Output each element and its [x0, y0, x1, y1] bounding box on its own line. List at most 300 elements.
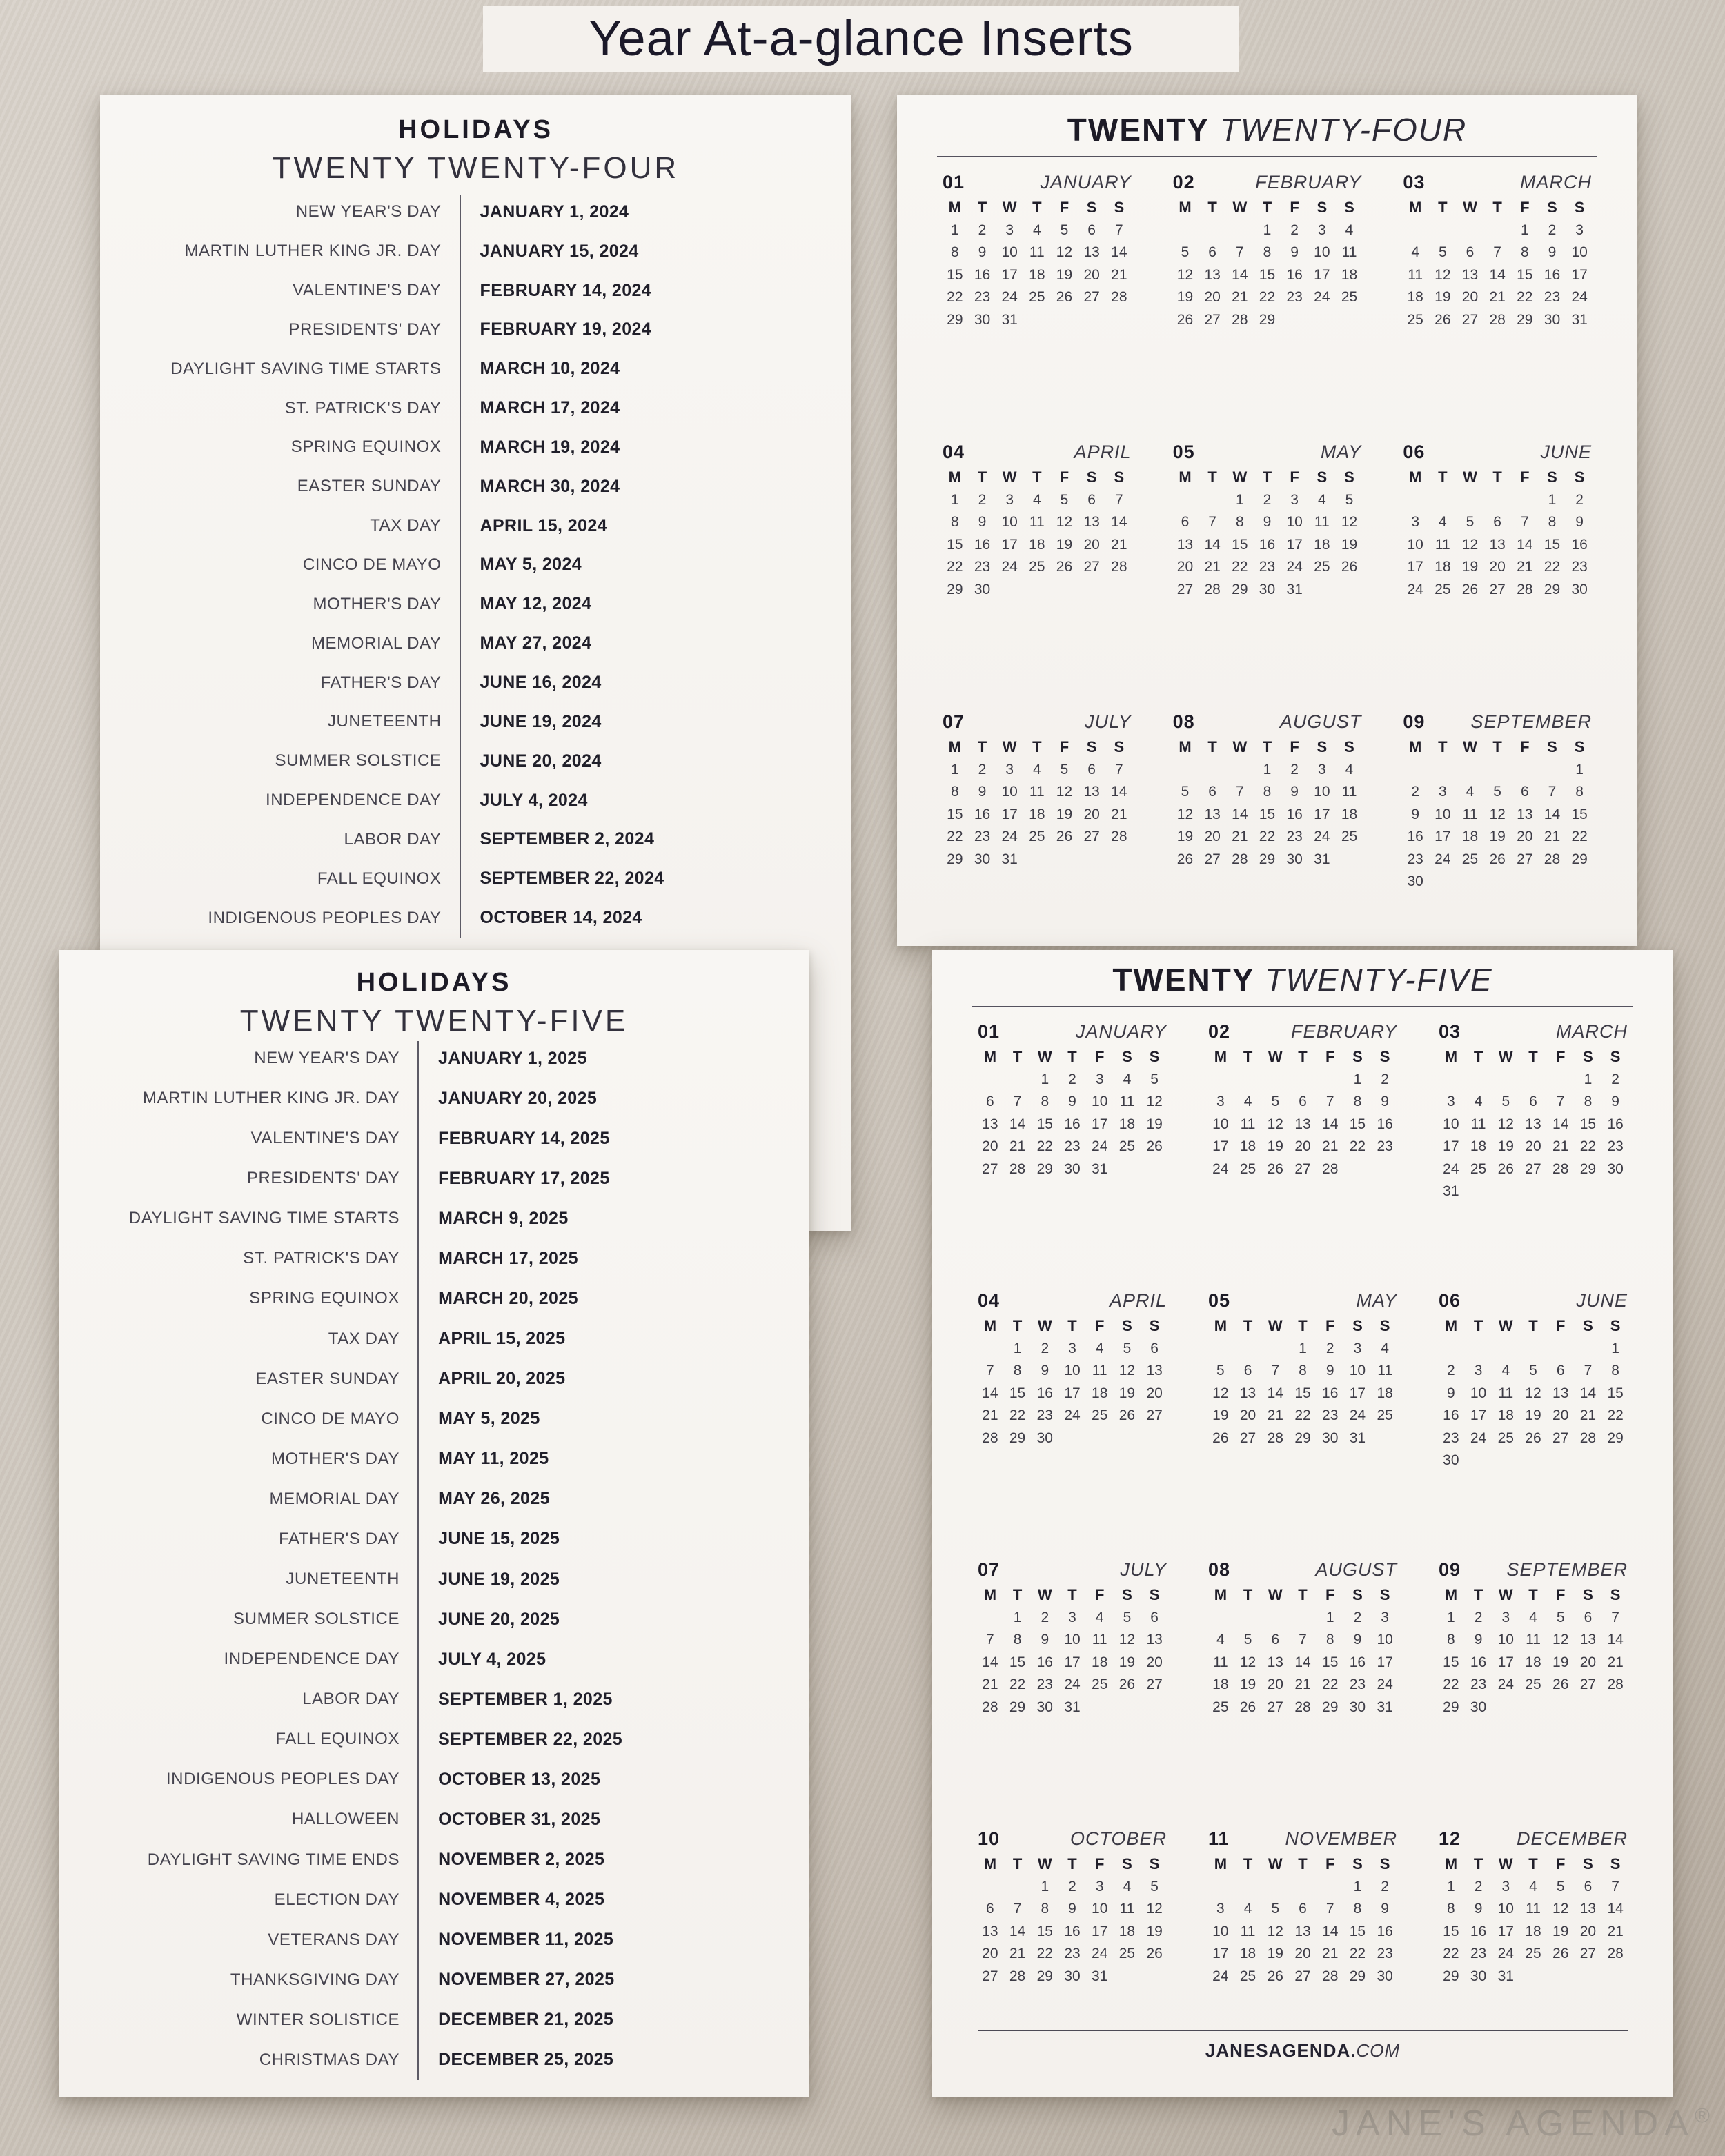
- week-row: [1437, 1966, 1629, 1988]
- day-cell: 17: [1092, 1116, 1108, 1132]
- month-header: [1207, 1559, 1399, 1584]
- day-cell: 25: [1525, 1946, 1541, 1962]
- day-cell: 7: [1114, 491, 1123, 508]
- week-row: [1437, 1427, 1629, 1450]
- day-cell: 13: [1579, 1632, 1597, 1648]
- weekday-label: W: [1463, 199, 1477, 217]
- day-cell: 14: [1111, 784, 1127, 800]
- day-cell: 30: [974, 581, 991, 597]
- day-cell: 5: [1529, 1363, 1537, 1379]
- day-cell: 19: [1212, 1407, 1229, 1424]
- weekday-label: T: [1243, 1855, 1253, 1873]
- day-cell: 31: [1092, 1160, 1108, 1177]
- day-cell: 16: [974, 536, 991, 553]
- day-cell: 27: [1579, 1946, 1597, 1962]
- month-name: APRIL: [1074, 442, 1132, 462]
- day-cell: 20: [982, 1946, 998, 1962]
- day-cell: 10: [1001, 784, 1018, 800]
- day-cell: 13: [1461, 266, 1479, 283]
- day-cell: 27: [1461, 311, 1479, 328]
- day-cell: 4: [1032, 761, 1041, 778]
- month-2024-02: [1172, 172, 1363, 442]
- day-cell: 26: [1497, 1160, 1514, 1177]
- day-cell: 18: [1470, 1138, 1487, 1155]
- holiday-name: FATHER'S DAY: [279, 1529, 400, 1548]
- day-cell: 2: [1290, 761, 1299, 778]
- holiday-name: SPRING EQUINOX: [249, 1289, 400, 1308]
- holiday-name: DAYLIGHT SAVING TIME STARTS: [128, 1209, 400, 1228]
- day-cell: 19: [1056, 266, 1073, 283]
- day-cell: 22: [1517, 289, 1533, 306]
- day-cell: 6: [986, 1901, 994, 1917]
- holiday-date: JULY 4, 2024: [480, 790, 588, 810]
- month-number: 11: [1208, 1828, 1230, 1849]
- day-cell: 5: [1556, 1878, 1565, 1895]
- weekday-row: [1207, 1315, 1399, 1338]
- month-number: 12: [1439, 1828, 1461, 1849]
- holiday-name: JUNETEENTH: [286, 1570, 400, 1589]
- day-cell: 24: [1212, 1968, 1229, 1984]
- day-cell: 17: [1314, 266, 1330, 283]
- day-cell: 16: [1407, 829, 1423, 845]
- month-name: JANUARY: [1040, 172, 1132, 192]
- day-cell: 19: [1118, 1654, 1136, 1670]
- day-cell: 15: [1579, 1116, 1597, 1132]
- month-name: AUGUST: [1279, 711, 1362, 732]
- day-cell: 10: [1435, 806, 1451, 822]
- day-cell: 18: [1118, 1116, 1136, 1132]
- holiday-row: [59, 1679, 809, 1719]
- day-cell: 15: [1259, 806, 1276, 822]
- week-row: [1207, 1158, 1399, 1181]
- day-cell: 15: [1443, 1654, 1459, 1670]
- day-cell: 2: [1041, 1609, 1049, 1625]
- weekday-label: T: [1528, 1317, 1538, 1335]
- day-cell: 25: [1029, 829, 1045, 845]
- day-cell: 11: [1462, 806, 1478, 822]
- weekday-label: T: [1473, 1586, 1483, 1604]
- day-cell: 17: [1286, 536, 1303, 553]
- holiday-name: TAX DAY: [370, 516, 442, 535]
- day-cell: 25: [1470, 1160, 1487, 1177]
- weekday-label: S: [1352, 1855, 1363, 1873]
- day-cell: 1: [1353, 1878, 1362, 1895]
- day-cell: 25: [1525, 1677, 1541, 1693]
- day-cell: 1: [1447, 1878, 1455, 1895]
- day-cell: 23: [1286, 289, 1303, 306]
- day-cell: 20: [1517, 829, 1533, 845]
- weekday-label: T: [1032, 199, 1042, 217]
- week-row: [1437, 1921, 1629, 1944]
- day-cell: 28: [1111, 829, 1127, 845]
- day-cell: 17: [1497, 1654, 1514, 1670]
- day-cell: 7: [1114, 221, 1123, 238]
- day-cell: 23: [1286, 829, 1303, 845]
- day-cell: 7: [1556, 1094, 1565, 1110]
- holiday-row: [59, 1038, 809, 1078]
- day-cell: 21: [1579, 1407, 1597, 1424]
- day-cell: 4: [1501, 1363, 1510, 1379]
- day-cell: 21: [1517, 559, 1533, 575]
- weekday-label: S: [1610, 1586, 1621, 1604]
- holiday-date: APRIL 15, 2025: [438, 1329, 566, 1349]
- week-row: [1401, 264, 1593, 287]
- day-cell: 29: [1294, 1430, 1311, 1446]
- day-cell: 20: [1146, 1385, 1163, 1401]
- day-cell: 29: [1322, 1699, 1339, 1715]
- day-cell: 20: [1146, 1654, 1163, 1670]
- day-cell: 13: [982, 1923, 998, 1939]
- day-cell: 23: [1407, 851, 1423, 867]
- day-cell: 18: [1212, 1677, 1229, 1693]
- weekday-label: F: [1325, 1855, 1335, 1873]
- holiday-name: THANKSGIVING DAY: [230, 1970, 400, 1989]
- day-cell: 23: [1544, 289, 1561, 306]
- weekday-label: T: [1208, 468, 1217, 486]
- calendar-2025-months-grid: [976, 1021, 1629, 2097]
- holiday-row: [59, 1158, 809, 1198]
- week-row: [1207, 1898, 1399, 1921]
- holiday-row: [100, 349, 851, 388]
- day-cell: 26: [1176, 311, 1194, 328]
- month-name: SEPTEMBER: [1470, 711, 1592, 732]
- week-row: [941, 534, 1133, 557]
- day-cell: 2: [1381, 1878, 1389, 1895]
- day-cell: 7: [1325, 1094, 1334, 1110]
- day-cell: 21: [1607, 1654, 1624, 1670]
- calendar-2025-rule: [972, 1006, 1633, 1007]
- holiday-row: [59, 1479, 809, 1519]
- holiday-row: [100, 781, 851, 820]
- month-number: 03: [1439, 1021, 1461, 1042]
- day-cell: 3: [1411, 514, 1419, 531]
- day-cell: 31: [1314, 851, 1330, 867]
- day-cell: 29: [1009, 1430, 1026, 1446]
- month-name: APRIL: [1109, 1290, 1167, 1311]
- month-number: 03: [1403, 172, 1426, 192]
- week-row: [1401, 579, 1593, 602]
- weekday-label: S: [1114, 738, 1125, 756]
- day-cell: 9: [1381, 1901, 1389, 1917]
- day-cell: 3: [1216, 1094, 1225, 1110]
- calendar-2025-title: [932, 961, 1673, 998]
- month-header: [1437, 1559, 1629, 1584]
- holiday-name: TAX DAY: [328, 1329, 400, 1348]
- week-row: [1172, 781, 1363, 804]
- weekday-label: W: [1002, 199, 1017, 217]
- day-cell: 5: [1556, 1609, 1565, 1625]
- holiday-row: [100, 192, 851, 232]
- week-row: [1437, 1383, 1629, 1405]
- day-cell: 27: [1146, 1407, 1163, 1424]
- day-cell: 7: [1520, 514, 1529, 531]
- holiday-date: FEBRUARY 14, 2025: [438, 1128, 610, 1148]
- holiday-row: [100, 271, 851, 310]
- day-cell: 9: [1447, 1385, 1455, 1401]
- month-name: MARCH: [1519, 172, 1592, 192]
- day-cell: 4: [1345, 761, 1354, 778]
- day-cell: 23: [1036, 1677, 1053, 1693]
- holiday-date: SEPTEMBER 2, 2024: [480, 829, 655, 849]
- day-cell: 29: [1009, 1699, 1026, 1715]
- weekday-label: S: [1379, 1048, 1390, 1066]
- weekday-label: M: [983, 1586, 997, 1604]
- weekday-label: M: [1179, 468, 1192, 486]
- week-row: [1437, 1607, 1629, 1630]
- day-cell: 17: [1377, 1654, 1393, 1670]
- day-cell: 10: [1314, 784, 1330, 800]
- weekday-label: T: [1298, 1855, 1308, 1873]
- weekday-label: S: [1547, 199, 1557, 217]
- day-cell: 30: [974, 851, 991, 867]
- day-cell: 10: [1470, 1385, 1487, 1401]
- page-title: Year At-a-glance Inserts: [589, 11, 1134, 66]
- weekday-label: M: [1444, 1855, 1458, 1873]
- day-cell: 23: [1322, 1407, 1339, 1424]
- day-cell: 21: [1204, 559, 1221, 575]
- day-cell: 22: [1009, 1677, 1026, 1693]
- weekday-label: F: [1059, 468, 1070, 486]
- weekday-label: T: [1262, 199, 1272, 217]
- weekday-label: S: [1122, 1586, 1132, 1604]
- day-cell: 24: [1092, 1138, 1108, 1155]
- holiday-row: [59, 1118, 809, 1158]
- day-cell: 15: [1009, 1654, 1026, 1670]
- day-cell: 18: [1341, 266, 1358, 283]
- holiday-date: SEPTEMBER 1, 2025: [438, 1689, 613, 1709]
- day-cell: 20: [1267, 1677, 1283, 1693]
- day-cell: 23: [1470, 1677, 1487, 1693]
- day-cell: 16: [1064, 1116, 1081, 1132]
- day-cell: 12: [1341, 514, 1358, 531]
- weekday-label: F: [1094, 1048, 1105, 1066]
- month-number: 05: [1172, 442, 1195, 462]
- day-cell: 7: [1013, 1901, 1022, 1917]
- day-cell: 12: [1056, 514, 1073, 531]
- holiday-row: [100, 820, 851, 859]
- holiday-date: JUNE 19, 2024: [480, 711, 602, 731]
- footer-rule: [978, 2030, 1628, 2031]
- day-cell: 26: [1341, 559, 1358, 575]
- week-row: [941, 489, 1133, 512]
- day-cell: 27: [1294, 1968, 1311, 1984]
- day-cell: 16: [1377, 1116, 1393, 1132]
- weekday-label: S: [1583, 1586, 1593, 1604]
- day-cell: 1: [1235, 491, 1244, 508]
- day-cell: 14: [1322, 1923, 1339, 1939]
- month-header: [976, 1559, 1168, 1584]
- day-cell: 11: [1119, 1901, 1135, 1917]
- day-cell: 1: [1013, 1340, 1022, 1356]
- weekday-row: [1207, 1046, 1399, 1069]
- month-header: [1207, 1021, 1399, 1046]
- day-cell: 30: [1036, 1699, 1053, 1715]
- day-cell: 19: [1552, 1923, 1569, 1939]
- day-cell: 22: [947, 289, 963, 306]
- holiday-date: OCTOBER 31, 2025: [438, 1809, 601, 1829]
- week-row: [1401, 489, 1593, 512]
- holiday-name: FALL EQUINOX: [317, 869, 442, 888]
- week-row: [941, 759, 1133, 782]
- week-row: [1437, 1674, 1629, 1697]
- month-2024-03: [1401, 172, 1593, 442]
- day-cell: 30: [1064, 1968, 1081, 1984]
- day-cell: 2: [1381, 1071, 1389, 1087]
- day-cell: 19: [1435, 289, 1451, 306]
- weekday-label: M: [1444, 1586, 1458, 1604]
- day-cell: 24: [1314, 289, 1330, 306]
- weekday-label: S: [1149, 1855, 1160, 1873]
- day-cell: 15: [1443, 1923, 1459, 1939]
- day-cell: 19: [1146, 1923, 1163, 1939]
- holiday-name: CHRISTMAS DAY: [259, 2050, 400, 2069]
- week-row: [1437, 1136, 1629, 1158]
- day-cell: 24: [1092, 1946, 1108, 1962]
- day-cell: 20: [1239, 1407, 1256, 1424]
- site-footer-domain: JANESAGENDA.: [1205, 2040, 1357, 2061]
- day-cell: 9: [1353, 1632, 1362, 1648]
- day-cell: 26: [1552, 1946, 1569, 1962]
- day-cell: 16: [1470, 1654, 1487, 1670]
- holiday-date: JULY 4, 2025: [438, 1649, 546, 1669]
- day-cell: 9: [1068, 1094, 1076, 1110]
- day-cell: 19: [1497, 1138, 1514, 1155]
- day-cell: 10: [1377, 1632, 1393, 1648]
- holiday-date: JUNE 19, 2025: [438, 1569, 560, 1589]
- day-cell: 7: [1271, 1363, 1280, 1379]
- day-cell: 20: [982, 1138, 998, 1155]
- day-cell: 17: [1435, 829, 1451, 845]
- holiday-date: MAY 26, 2025: [438, 1489, 550, 1509]
- month-number: 07: [978, 1559, 1000, 1580]
- day-cell: 29: [1607, 1430, 1624, 1446]
- month-name: NOVEMBER: [1285, 1828, 1397, 1849]
- day-cell: 11: [1470, 1116, 1486, 1132]
- day-cell: 10: [1064, 1632, 1081, 1648]
- day-cell: 16: [1607, 1116, 1624, 1132]
- day-cell: 10: [1001, 244, 1018, 261]
- day-cell: 6: [1181, 514, 1190, 531]
- day-cell: 28: [1111, 289, 1127, 306]
- day-cell: 24: [1470, 1430, 1487, 1446]
- day-cell: 18: [1407, 289, 1423, 306]
- holiday-date: DECEMBER 25, 2025: [438, 2050, 614, 2070]
- day-cell: 11: [1029, 244, 1045, 261]
- day-cell: 26: [1176, 851, 1194, 867]
- day-cell: 6: [1466, 244, 1475, 261]
- day-cell: 5: [1123, 1340, 1132, 1356]
- day-cell: 8: [1235, 514, 1244, 531]
- week-row: [941, 511, 1133, 534]
- day-cell: 4: [1529, 1878, 1537, 1895]
- day-cell: 6: [1529, 1094, 1537, 1110]
- week-row: [976, 1338, 1168, 1361]
- weekday-label: T: [1298, 1317, 1308, 1335]
- holiday-name: EASTER SUNDAY: [255, 1369, 400, 1388]
- month-number: 06: [1439, 1290, 1461, 1311]
- day-cell: 13: [1146, 1363, 1163, 1379]
- day-cell: 26: [1461, 581, 1479, 597]
- day-cell: 18: [1029, 806, 1045, 822]
- weekday-label: T: [1067, 1317, 1077, 1335]
- weekday-label: S: [1574, 468, 1585, 486]
- day-cell: 23: [1064, 1138, 1081, 1155]
- day-cell: 15: [1349, 1923, 1366, 1939]
- month-2024-08: [1172, 711, 1363, 981]
- week-row: [976, 1943, 1168, 1966]
- holiday-date: MAY 11, 2025: [438, 1449, 549, 1469]
- day-cell: 31: [1571, 311, 1588, 328]
- weekday-label: T: [1032, 738, 1042, 756]
- weekday-label: W: [1463, 738, 1477, 756]
- weekday-label: W: [1232, 199, 1248, 217]
- day-cell: 24: [1001, 289, 1018, 306]
- week-row: [976, 1158, 1168, 1181]
- week-row: [1207, 1091, 1399, 1114]
- day-cell: 1: [950, 761, 959, 778]
- day-cell: 15: [1349, 1116, 1366, 1132]
- day-cell: 2: [1474, 1609, 1483, 1625]
- day-cell: 17: [1001, 806, 1018, 822]
- weekday-label: T: [1243, 1586, 1253, 1604]
- day-cell: 8: [950, 514, 959, 531]
- day-cell: 15: [1322, 1654, 1339, 1670]
- day-cell: 29: [947, 581, 963, 597]
- week-row: [1401, 871, 1593, 893]
- weekday-row: [1172, 466, 1363, 489]
- weekday-label: W: [1498, 1317, 1513, 1335]
- week-row: [1207, 1427, 1399, 1450]
- holiday-name: INDEPENDENCE DAY: [265, 791, 442, 810]
- day-cell: 31: [1001, 851, 1018, 867]
- weekday-row: [976, 1046, 1168, 1069]
- holiday-date: JANUARY 15, 2024: [480, 241, 639, 261]
- day-cell: 28: [982, 1430, 998, 1446]
- calendar-2024-card: [897, 95, 1637, 946]
- week-row: [1207, 1405, 1399, 1427]
- day-cell: 29: [1349, 1968, 1366, 1984]
- day-cell: 8: [1299, 1363, 1307, 1379]
- day-cell: 25: [1377, 1407, 1393, 1424]
- day-cell: 27: [1294, 1160, 1311, 1177]
- month-2024-07: [941, 711, 1133, 981]
- day-cell: 22: [1322, 1677, 1339, 1693]
- day-cell: 6: [986, 1094, 994, 1110]
- week-row: [1401, 759, 1593, 782]
- day-cell: 29: [1517, 311, 1533, 328]
- week-row: [1172, 219, 1363, 242]
- weekday-label: M: [1408, 468, 1422, 486]
- weekday-label: T: [1012, 1855, 1023, 1873]
- week-row: [1437, 1876, 1629, 1899]
- day-cell: 26: [1435, 311, 1451, 328]
- day-cell: 16: [1349, 1654, 1366, 1670]
- weekday-label: M: [948, 738, 961, 756]
- day-cell: 17: [1349, 1385, 1366, 1401]
- weekday-label: T: [1528, 1048, 1538, 1066]
- holiday-name: ST. PATRICK'S DAY: [243, 1249, 400, 1268]
- weekday-row: [1437, 1315, 1629, 1338]
- weekday-label: M: [1408, 199, 1422, 217]
- day-cell: 29: [1259, 851, 1276, 867]
- day-cell: 21: [1232, 829, 1248, 845]
- day-cell: 23: [974, 289, 991, 306]
- holiday-name: SPRING EQUINOX: [290, 437, 442, 457]
- day-cell: 6: [1243, 1363, 1252, 1379]
- holiday-date: NOVEMBER 27, 2025: [438, 1970, 615, 1990]
- page-title-banner: [483, 6, 1239, 72]
- day-cell: 12: [1267, 1116, 1283, 1132]
